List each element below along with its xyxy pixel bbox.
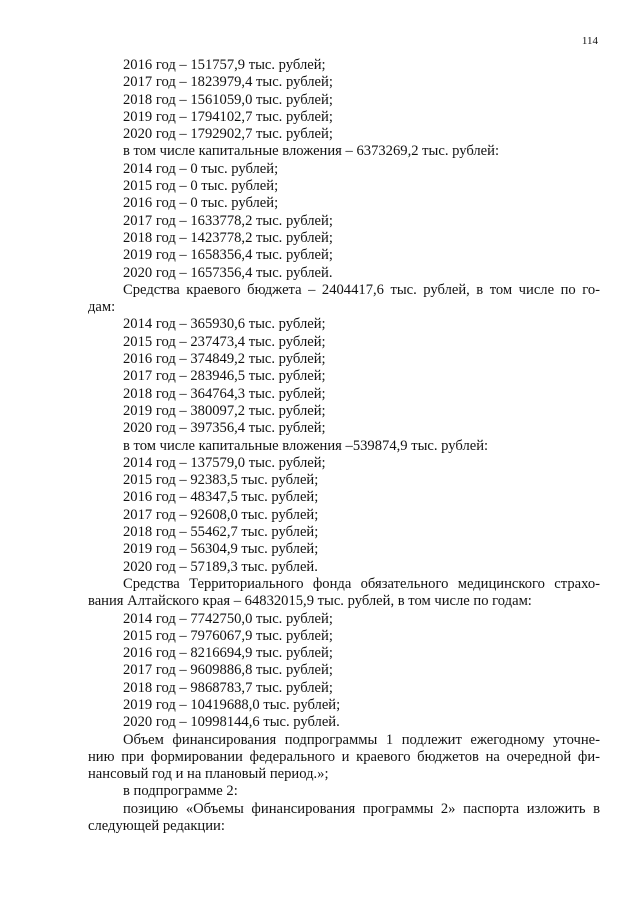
funding-line: 2019 год – 10419688,0 тыс. рублей;	[123, 696, 341, 713]
funding-note-paragraph: нию при формировании федерального и краевого бюджетов на очередной фи-	[88, 748, 600, 765]
funding-line: 2018 год – 1423778,2 тыс. рублей;	[123, 229, 333, 246]
funding-line: 2017 год – 92608,0 тыс. рублей;	[123, 506, 319, 523]
capital-investment-heading: в том числе капитальные вложения –539874,9 тыс. рублей:	[123, 437, 489, 454]
funding-line: 2019 год – 380097,2 тыс. рублей;	[123, 402, 326, 419]
funding-line: 2016 год – 374849,2 тыс. рублей;	[123, 351, 326, 368]
funding-line: 2018 год – 1561059,0 тыс. рублей;	[123, 91, 333, 108]
funding-line: 2015 год – 0 тыс. рублей;	[123, 178, 279, 195]
document-body	[88, 57, 600, 835]
funding-line: 2014 год – 365930,6 тыс. рублей;	[123, 316, 326, 333]
funding-line: 2017 год – 283946,5 тыс. рублей;	[123, 368, 326, 385]
funding-line: 2017 год – 1823979,4 тыс. рублей;	[123, 74, 333, 91]
funding-line: 2014 год – 7742750,0 тыс. рублей;	[123, 610, 333, 627]
funding-line: 2016 год – 48347,5 тыс. рублей;	[123, 489, 319, 506]
funding-line: 2016 год – 0 тыс. рублей;	[123, 195, 279, 212]
funding-line: 2020 год – 57189,3 тыс. рублей.	[123, 558, 318, 575]
funding-line: 2016 год – 8216694,9 тыс. рублей;	[123, 645, 333, 662]
funding-line: 2015 год – 237473,4 тыс. рублей;	[123, 333, 326, 350]
instruction-paragraph-end: следующей редакции:	[88, 818, 225, 835]
funding-line: 2018 год – 9868783,7 тыс. рублей;	[123, 679, 333, 696]
funding-line: 2020 год – 1792902,7 тыс. рублей;	[123, 126, 333, 143]
tfoms-paragraph: Средства Территориального фонда обязательного медицинского страхо-	[123, 575, 600, 592]
funding-line: 2015 год – 7976067,9 тыс. рублей;	[123, 627, 333, 644]
page-number: 114	[581, 35, 598, 47]
funding-line: 2017 год – 9609886,8 тыс. рублей;	[123, 662, 333, 679]
funding-line: 2016 год – 151757,9 тыс. рублей;	[123, 57, 326, 73]
instruction-paragraph: позицию «Объемы финансирования программы 2» паспорта изложить в	[123, 800, 600, 817]
funding-line: 2018 год – 364764,3 тыс. рублей;	[123, 385, 326, 402]
funding-line: 2018 год – 55462,7 тыс. рублей;	[123, 524, 319, 541]
funding-line: 2020 год – 397356,4 тыс. рублей;	[123, 420, 326, 437]
funding-line: 2014 год – 0 тыс. рублей;	[123, 160, 279, 177]
funding-line: 2014 год – 137579,0 тыс. рублей;	[123, 454, 326, 471]
funding-line: 2015 год – 92383,5 тыс. рублей;	[123, 472, 319, 489]
funding-line: 2017 год – 1633778,2 тыс. рублей;	[123, 212, 333, 229]
capital-investment-heading: в том числе капитальные вложения – 6373269,2 тыс. рублей:	[123, 143, 500, 160]
funding-line: 2019 год – 1658356,4 тыс. рублей;	[123, 247, 333, 264]
funding-line: 2020 год – 10998144,6 тыс. рублей.	[123, 714, 340, 731]
funding-line: 2019 год – 56304,9 тыс. рублей;	[123, 541, 319, 558]
regional-budget-paragraph-end: дам:	[88, 299, 116, 316]
funding-note-paragraph: Объем финансирования подпрограммы 1 подлежит ежегодному уточне-	[123, 731, 600, 748]
funding-line: 2020 год – 1657356,4 тыс. рублей.	[123, 264, 333, 281]
tfoms-paragraph-end: вания Алтайского края – 64832015,9 тыс. рублей, в том числе по годам:	[88, 593, 532, 610]
subprogram-heading: в подпрограмме 2:	[123, 783, 238, 800]
regional-budget-paragraph: Средства краевого бюджета – 2404417,6 тыс. рублей, в том числе по го-	[123, 281, 600, 298]
funding-note-paragraph-end: нансовый год и на плановый период.»;	[88, 766, 329, 783]
funding-line: 2019 год – 1794102,7 тыс. рублей;	[123, 108, 333, 125]
